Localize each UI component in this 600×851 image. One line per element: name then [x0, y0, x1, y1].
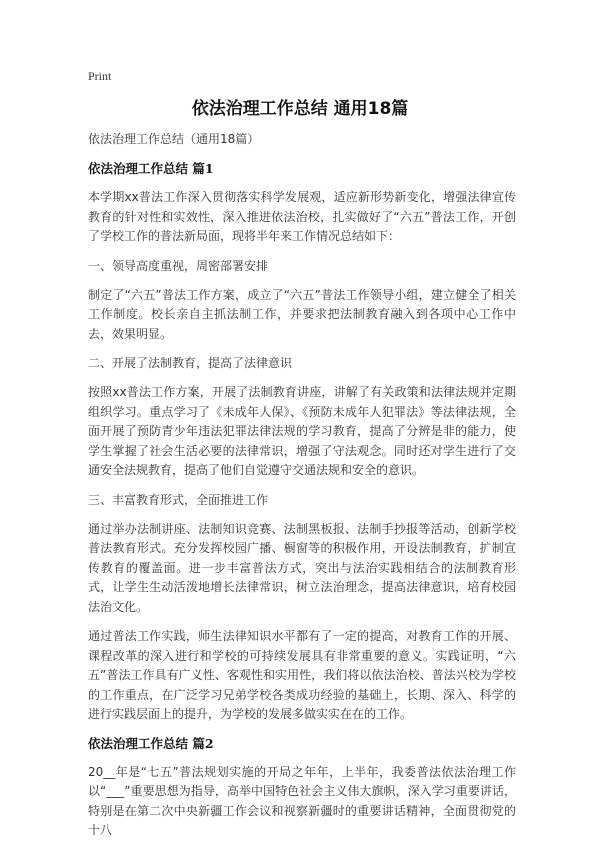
- paragraph: 20__年是“七五”普法规划实施的开局之年年，上半年，我委普法依法治理工作以“___”重要思想为指导，高举中国特色社会主义伟大旗帜，深入学习重要讲话，特别是在第二次中央新疆工作会议和视察新疆时的重要讲话精神，全面贯彻党的十八: [88, 764, 516, 837]
- section-title: 依法治理工作总结 篇1: [88, 161, 214, 176]
- subheading: 一、领导高度重视，周密部署安排: [88, 258, 269, 273]
- document-title: 依法治理工作总结 通用18篇: [191, 99, 409, 119]
- paragraph: 通过举办法制讲座、法制知识竞赛、法制黑板报、法制手抄报等活动，创新学校普法教育形式。充分发挥校园广播、橱窗等的积极作用，开设法制教育，扩制宣传教育的覆盖面。进一步丰富普法方式，突出与法治实践相结合的法制教育形式，让学生生动活泼地增长法律常识，树立法治理念，提高法律意识，培育校园法治文化。: [88, 521, 516, 614]
- subheading: 二、开展了法制教育，提高了法律意识: [88, 356, 293, 370]
- document-subtitle: 依法治理工作总结（通用18篇）: [88, 132, 260, 146]
- section-title: 依法治理工作总结 篇2: [88, 735, 214, 751]
- print-link[interactable]: Print: [88, 69, 112, 83]
- paragraph: 制定了“六五”普法工作方案，成立了“六五”普法工作领导小组，建立健全了相关工作制度。校长亲自主抓法制工作，并要求把法制教育融入到各项中心工作中去，效果明显。: [88, 287, 516, 341]
- section-1: [88, 160, 516, 725]
- paragraph: 通过普法工作实践，师生法律知识水平都有了一定的提高，对教育工作的开展、课程改革的深入进行和学校的可持续发展具有非常重要的意义。实践证明，“六五”普法工作具有广义性、客观性和实用性，我们将以依法治校、普法兴校为学校的工作重点，在广泛学习兄弟学校各类成功经验的基础上，长期、深入、科学的进行实践层面上的提升，为学校的发展多做实实在在的工作。: [88, 629, 516, 721]
- paragraph: 按照xx普法工作方案，开展了法制教育讲座，讲解了有关政策和法律法规并定期组织学习。重点学习了《未成年人保》、《预防未成年人犯罪法》等法律法规，全面开展了预防青少年违法犯罪法律法规的学习教育，提高了分辨是非的能力，使学生掌握了社会生活必要的法律常识，增强了守法观念。同时还对学生进行了交通安全法规教育，提高了他们自觉遵守交通法规和安全的意识。: [88, 385, 516, 477]
- document-body: [88, 130, 516, 851]
- paragraph: 本学期xx普法工作深入贯彻落实科学发展观，适应新形势新变化，增强法律宣传教育的针对性和实效性，深入推进依法治校，扎实做好了“六五”普法工作，开创了学校工作的普法新局面，现将半年来工作情况总结如下：: [88, 190, 516, 243]
- subheading: 三、丰富教育形式，全面推进工作: [88, 492, 269, 507]
- section-2: [88, 735, 516, 841]
